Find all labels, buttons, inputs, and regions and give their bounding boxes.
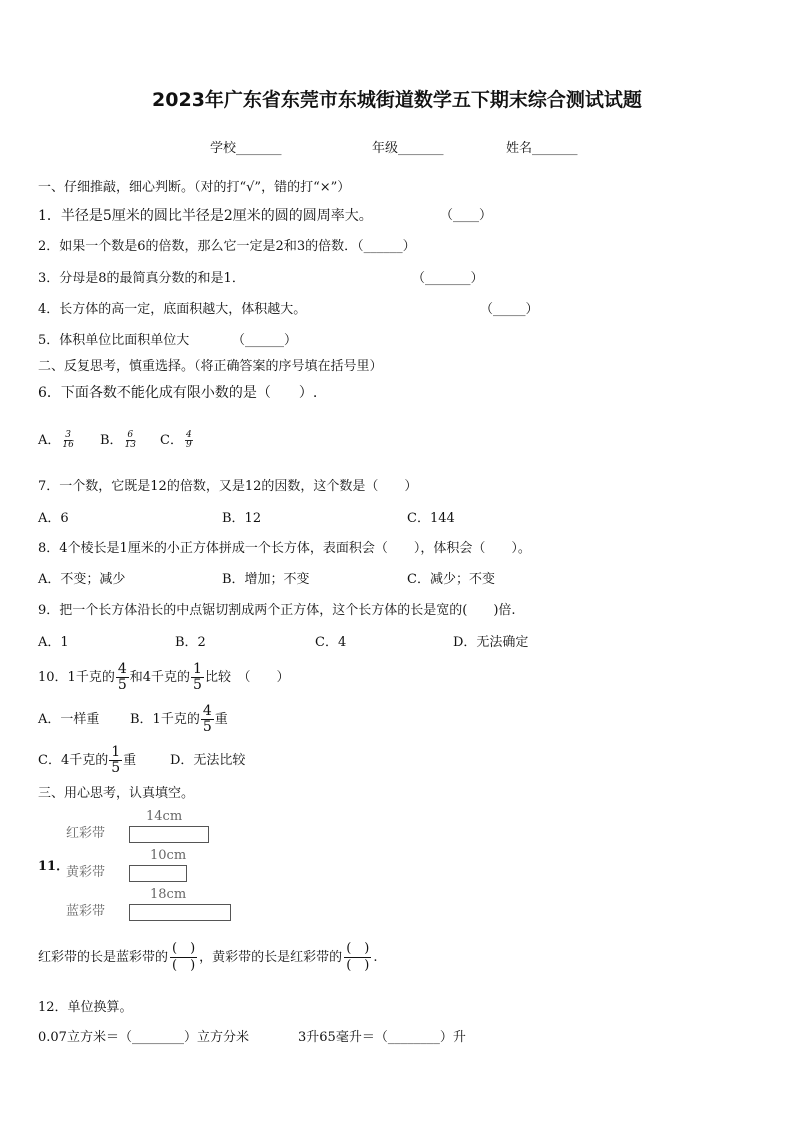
question-12: 12．单位换算。 — [38, 1000, 133, 1015]
page-title: 2023年广东省东莞市东城街道数学五下期末综合测试试题 — [152, 89, 642, 111]
q6-option-c-label: C． — [160, 433, 183, 448]
question-2: 2．如果一个数是6的倍数，那么它一定是2和3的倍数．（______） — [38, 239, 416, 254]
fraction-numerator-blank[interactable]: ( ) — [346, 941, 370, 956]
q11-question-text — [38, 938, 377, 978]
q7-option-a[interactable]: A．6 — [38, 511, 69, 526]
fraction-numerator-blank[interactable]: ( ) — [172, 941, 196, 956]
q8-option-b[interactable]: B．增加；不变 — [222, 572, 310, 587]
fraction-denominator: 5 — [202, 719, 212, 735]
fraction-denominator: 5 — [117, 677, 127, 693]
grade-field[interactable]: 年级_______ — [372, 141, 444, 156]
question-8: 8．4个棱长是1厘米的小正方体拼成一个长方体，表面积会（ ），体积会（ ）。 — [38, 541, 531, 556]
q8-option-c[interactable]: C．减少；不变 — [407, 572, 495, 587]
blue-ribbon-length-label: 18cm — [150, 887, 187, 902]
q6-option-c-fraction — [185, 431, 193, 450]
q11-answer-fraction-1[interactable] — [170, 941, 197, 974]
fraction-denominator-blank[interactable]: ( ) — [346, 958, 370, 973]
q10-option-c[interactable] — [38, 745, 136, 777]
q10-option-b-fraction — [201, 704, 214, 735]
fraction-numerator: 4 — [117, 661, 127, 677]
q12-item-a[interactable]: 0.07立方米＝（________）立方分米 — [38, 1030, 249, 1045]
question-4: 4．长方体的高一定，底面积越大，体积越大。 — [38, 302, 307, 317]
red-ribbon-length-label: 14cm — [146, 809, 183, 824]
school-field[interactable]: 学校_______ — [210, 141, 282, 156]
q10-option-b[interactable] — [130, 704, 228, 736]
q9-option-d[interactable]: D．无法确定 — [453, 635, 529, 650]
question-10 — [38, 662, 289, 694]
q10-fraction-2 — [191, 662, 204, 693]
q6-option-b-fraction — [125, 431, 136, 450]
yellow-ribbon-label: 黄彩带 — [66, 865, 106, 880]
fraction-denominator: 5 — [193, 677, 202, 693]
section2-heading: 二、反复思考，慎重选择。（将正确答案的序号填在括号里） — [38, 359, 383, 374]
question-5: 5．体积单位比面积单位大 — [38, 333, 190, 348]
q10-text-part1: 10．1千克的 — [38, 670, 115, 685]
fraction-denominator: 5 — [111, 760, 121, 776]
question-1: 1．半径是5厘米的圆比半径是2厘米的圆的圆周率大。 — [38, 208, 373, 224]
yellow-ribbon-length-label: 10cm — [150, 848, 187, 863]
fraction-numerator: 3 — [65, 430, 71, 440]
q10-option-c-fraction — [109, 745, 122, 776]
red-ribbon-bar — [129, 826, 209, 843]
fraction-denominator: 16 — [62, 440, 74, 450]
q5-answer-blank[interactable]: （______） — [232, 333, 298, 348]
q6-option-b[interactable] — [100, 430, 138, 452]
question-9: 9．把一个长方体沿长的中点锯切割成两个正方体，这个长方体的长是宽的( )倍. — [38, 603, 516, 618]
fraction-numerator: 6 — [127, 430, 134, 440]
red-ribbon-label: 红彩带 — [66, 826, 106, 841]
q11-text-part3: . — [373, 950, 378, 965]
q3-answer-blank[interactable]: （_______） — [412, 271, 484, 286]
yellow-ribbon-bar — [129, 865, 187, 882]
q4-answer-blank[interactable]: （_____） — [480, 302, 539, 317]
q11-text-part1: 红彩带的长是蓝彩带的 — [38, 950, 169, 965]
fraction-numerator: 4 — [185, 430, 192, 440]
q6-option-a-fraction — [62, 431, 73, 450]
question-3: 3．分母是8的最简真分数的和是1． — [38, 271, 245, 286]
fraction-numerator: 4 — [202, 703, 212, 719]
q10-option-b-suffix: 重 — [214, 712, 228, 727]
q8-option-a[interactable]: A．不变；减少 — [38, 572, 126, 587]
q10-option-c-text: C．4千克的 — [38, 753, 109, 768]
fraction-numerator: 1 — [193, 661, 202, 677]
q10-option-b-text: B．1千克的 — [130, 712, 200, 727]
q10-option-a[interactable]: A．一样重 — [38, 712, 100, 727]
section1-heading: 一、仔细推敲，细心判断。（对的打“√”，错的打“×”） — [38, 180, 351, 195]
blue-ribbon-bar — [129, 904, 231, 921]
q11-text-part2: ，黄彩带的长是红彩带的 — [199, 950, 343, 965]
question-11-number: 11． — [38, 859, 70, 874]
fraction-denominator: 9 — [185, 440, 192, 450]
q1-answer-blank[interactable]: （____） — [440, 208, 493, 223]
fraction-numerator: 1 — [111, 744, 121, 760]
question-7: 7．一个数，它既是12的倍数，又是12的因数，这个数是（ ） — [38, 479, 418, 494]
section3-heading: 三、用心思考，认真填空。 — [38, 786, 195, 801]
name-field[interactable]: 姓名_______ — [506, 141, 578, 156]
q6-option-a[interactable] — [38, 430, 76, 452]
q7-option-b[interactable]: B．12 — [222, 511, 262, 526]
q6-option-a-label: A． — [38, 433, 61, 448]
q10-option-c-suffix: 重 — [123, 753, 137, 768]
q11-answer-fraction-2[interactable] — [344, 941, 371, 974]
q9-option-a[interactable]: A．1 — [38, 635, 69, 650]
q9-option-c[interactable]: C．4 — [315, 635, 347, 650]
q10-text-part2: 和4千克的 — [129, 670, 191, 685]
q7-option-c[interactable]: C．144 — [407, 511, 455, 526]
question-6: 6．下面各数不能化成有限小数的是（ ）. — [38, 385, 318, 401]
q10-option-d[interactable]: D．无法比较 — [170, 753, 246, 768]
fraction-denominator-blank[interactable]: ( ) — [172, 958, 196, 973]
q6-option-b-label: B． — [100, 433, 123, 448]
blue-ribbon-label: 蓝彩带 — [66, 904, 106, 919]
fraction-denominator: 13 — [124, 440, 137, 450]
q10-text-part3: 比较 （ ） — [204, 670, 290, 685]
q9-option-b[interactable]: B．2 — [175, 635, 206, 650]
q12-item-b[interactable]: 3升65毫升＝（________）升 — [298, 1030, 466, 1045]
q10-fraction-1 — [116, 662, 129, 693]
q6-option-c[interactable] — [160, 430, 195, 452]
